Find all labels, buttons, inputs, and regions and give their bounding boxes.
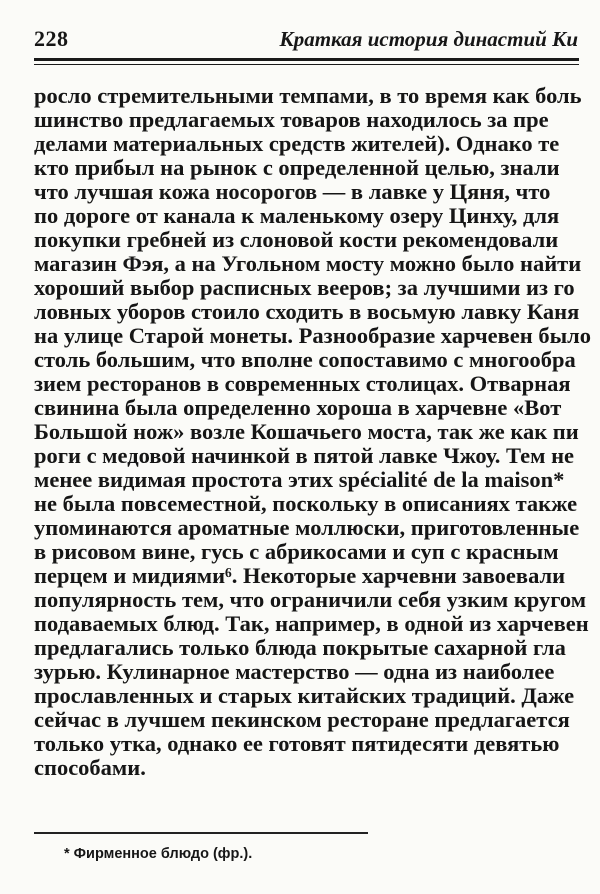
text-line: магазин Фэя, а на Угольном мосту можно было найти <box>34 252 582 276</box>
page-header <box>34 26 578 51</box>
text-line: на улице Старой монеты. Разнообразие харчевен было <box>34 324 592 348</box>
text-line: свинина была определенно хороша в харчевне «Вот <box>34 396 562 420</box>
text-line: роги с медовой начинкой в пятой лавке Чжоу. Тем не <box>34 444 575 468</box>
text-line: по дороге от канала к маленькому озеру Цинху, для <box>34 204 560 228</box>
text-line: шинство предлагаемых товаров находилось за пре <box>34 108 549 132</box>
running-title: Краткая история династий Ки <box>279 27 578 51</box>
text-line: в рисовом вине, гусь с абрикосами и суп с красным <box>34 540 559 564</box>
text-line: не была повсеместной, поскольку в описаниях также <box>34 492 578 516</box>
text-line: хороший выбор расписных вееров; за лучшими из го <box>34 276 575 300</box>
text-line: покупки гребней из слоновой кости рекомендовали <box>34 228 559 252</box>
text-line: что лучшая кожа носорогов — в лавке у Цяня, что <box>34 180 551 204</box>
header-rule <box>34 58 579 65</box>
text-line: популярность тем, что ограничили себя узким кругом <box>34 588 587 612</box>
text-line: подаваемых блюд. Так, например, в одной из харчевен <box>34 612 589 636</box>
text-line: сейчас в лучшем пекинском ресторане предлагается <box>34 708 570 732</box>
text-line: прославленных и старых китайских традиций. Даже <box>34 684 575 708</box>
text-line: росло стремительными темпами, в то время как боль <box>34 84 582 108</box>
text-line: менее видимая простота этих spécialité de la maison* <box>34 468 565 492</box>
body-paragraph <box>34 84 594 780</box>
text-line: перцем и мидиями⁶. Некоторые харчевни завоевали <box>34 564 566 588</box>
text-line: способами. <box>34 756 146 780</box>
text-line: ловных уборов стоило сходить в восьмую лавку Каня <box>34 300 580 324</box>
text-line: зурью. Кулинарное мастерство — одна из наиболее <box>34 660 555 684</box>
text-line: кто прибыл на рынок с определенной целью, знали <box>34 156 560 180</box>
text-line: только утка, однако ее готовят пятидесяти девятью <box>34 732 560 756</box>
text-line: делами материальных средств жителей). Однако те <box>34 132 560 156</box>
text-line: упоминаются ароматные моллюски, приготовленные <box>34 516 580 540</box>
page-number: 228 <box>34 26 69 51</box>
text-line: зием ресторанов в современных столицах. Отварная <box>34 372 571 396</box>
text-line: предлагались только блюда покрытые сахарной гла <box>34 636 566 660</box>
text-line: Большой нож» возле Кошачьего моста, так же как пи <box>34 420 579 444</box>
text-line: столь большим, что вполне сопоставимо с многообра <box>34 348 576 372</box>
footnote: * Фирменное блюдо (фр.). <box>64 846 253 862</box>
footnote-rule <box>34 832 368 834</box>
